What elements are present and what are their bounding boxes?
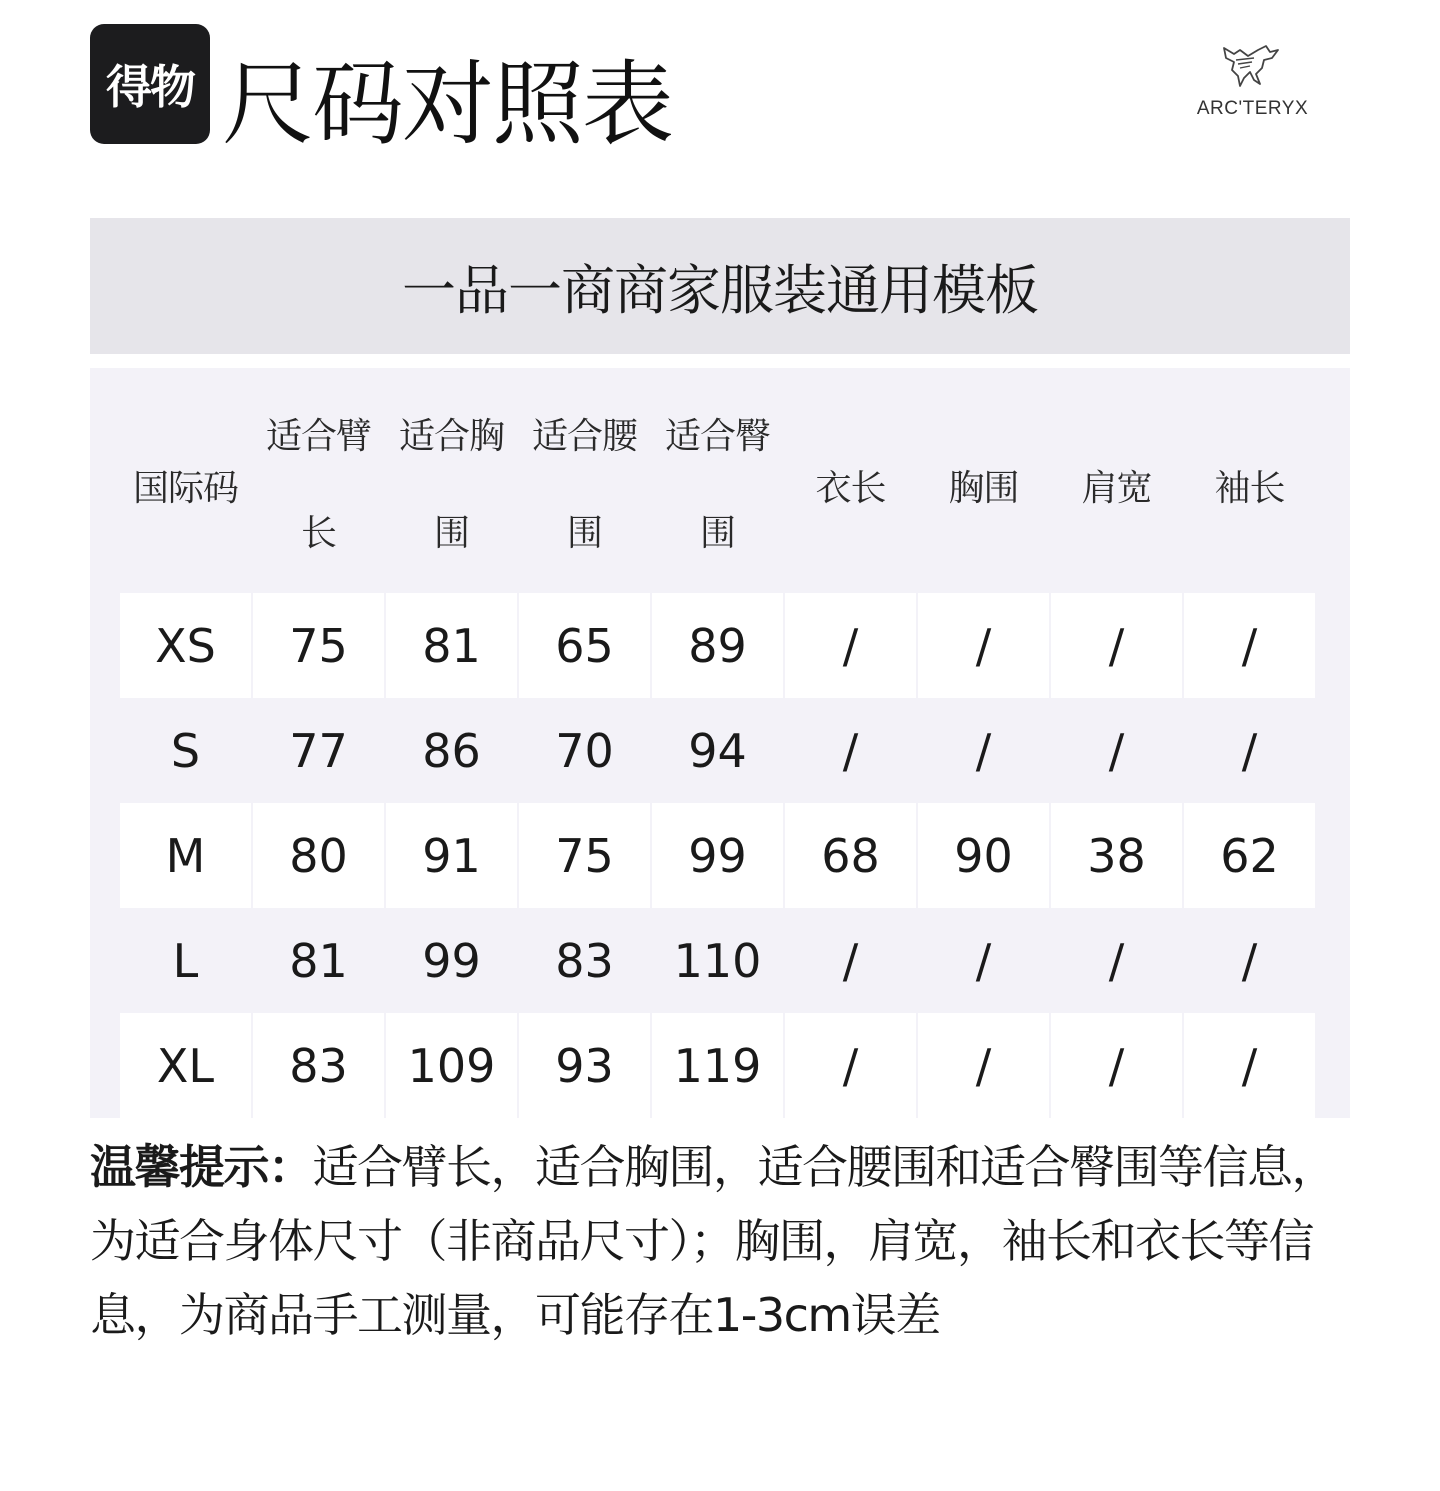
table-cell: / (1241, 933, 1258, 988)
brand-logo (1190, 40, 1315, 130)
table-cell: 93 (519, 1013, 650, 1118)
table-cell: / (785, 1013, 916, 1118)
column-header-7 (1051, 460, 1182, 511)
table-cell: 99 (422, 933, 481, 988)
table-cell: / (1051, 1013, 1182, 1118)
table-cell: 81 (386, 593, 517, 698)
size-label-cell: XS (120, 593, 251, 698)
table-cell: 110 (673, 933, 762, 988)
table-cell: 86 (422, 723, 481, 778)
table-cell: 99 (652, 803, 783, 908)
size-table (90, 368, 1350, 1118)
table-cell: 83 (555, 933, 614, 988)
column-header-label: 肩宽 (1081, 468, 1152, 509)
table-cell: 119 (652, 1013, 783, 1118)
table-cell: / (1241, 723, 1258, 778)
table-row (120, 593, 1318, 698)
column-header-label: 适合臀 (664, 416, 770, 457)
column-header-5 (785, 460, 916, 511)
size-tip (90, 1130, 1352, 1352)
column-header-label-line2: 长 (300, 513, 336, 554)
table-cell: 75 (519, 803, 650, 908)
table-cell: 94 (688, 723, 747, 778)
table-cell: 62 (1184, 803, 1315, 908)
table-cell: / (1108, 723, 1125, 778)
size-label-cell: S (170, 723, 201, 778)
column-header-label: 适合胸 (398, 416, 504, 457)
table-cell: / (918, 1013, 1049, 1118)
table-cell: 77 (289, 723, 348, 778)
table-cell: / (1184, 593, 1315, 698)
column-header-label: 袖长 (1214, 468, 1285, 509)
table-cell: / (842, 723, 859, 778)
column-header-label: 国际码 (132, 468, 238, 509)
column-header-4 (652, 408, 783, 556)
banner-text: 一品一商商家服装通用模板 (402, 258, 1038, 322)
table-cell: / (1184, 1013, 1315, 1118)
column-header-8 (1184, 460, 1315, 511)
table-cell: / (975, 723, 992, 778)
column-header-label-line2: 围 (566, 513, 602, 554)
table-row (120, 908, 1318, 1013)
table-cell: 83 (253, 1013, 384, 1118)
table-cell: / (842, 933, 859, 988)
table-cell: 68 (785, 803, 916, 908)
table-cell: / (1108, 933, 1125, 988)
column-header-3 (519, 408, 650, 556)
size-label-cell: XL (120, 1013, 251, 1118)
template-banner (90, 218, 1350, 354)
column-header-label: 适合臂 (265, 416, 371, 457)
column-header-label-line2: 围 (433, 513, 469, 554)
table-cell: 89 (652, 593, 783, 698)
table-row (120, 1013, 1318, 1118)
table-row (120, 698, 1318, 803)
table-cell: 65 (519, 593, 650, 698)
column-header-0 (120, 460, 251, 511)
table-cell: / (975, 933, 992, 988)
table-cell: 75 (253, 593, 384, 698)
column-header-1 (253, 408, 384, 556)
size-label-cell: L (172, 933, 199, 988)
table-cell: 38 (1051, 803, 1182, 908)
column-header-label-line2: 围 (699, 513, 735, 554)
table-cell: / (785, 593, 916, 698)
dewu-logo (90, 24, 210, 144)
brand-wordmark: ARC'TERYX (1196, 98, 1309, 119)
table-cell: 90 (918, 803, 1049, 908)
table-cell: 81 (289, 933, 348, 988)
column-header-label: 衣长 (815, 468, 886, 509)
table-cell: 109 (386, 1013, 517, 1118)
table-cell: 70 (555, 723, 614, 778)
table-cell: / (918, 593, 1049, 698)
size-label-cell: M (120, 803, 251, 908)
column-header-2 (386, 408, 517, 556)
column-header-6 (918, 460, 1049, 511)
table-cell: 80 (253, 803, 384, 908)
column-header-label: 胸围 (948, 468, 1019, 509)
dewu-logo-text: 得物 (106, 60, 194, 114)
table-cell: 91 (386, 803, 517, 908)
tip-label: 温馨提示： (90, 1140, 313, 1194)
tip-text: 适合臂长，适合胸围，适合腰围和适合臀围等信息，为适合身体尺寸（非商品尺寸）；胸围，肩宽，袖长和衣长等信息，为商品手工测量，可能存在1-3cm误差 (90, 1140, 1336, 1342)
column-header-label: 适合腰 (531, 416, 637, 457)
table-row (120, 803, 1318, 908)
page-title: 尺码对照表 (222, 51, 673, 158)
archaeopteryx-icon (1218, 40, 1282, 88)
table-cell: / (1051, 593, 1182, 698)
